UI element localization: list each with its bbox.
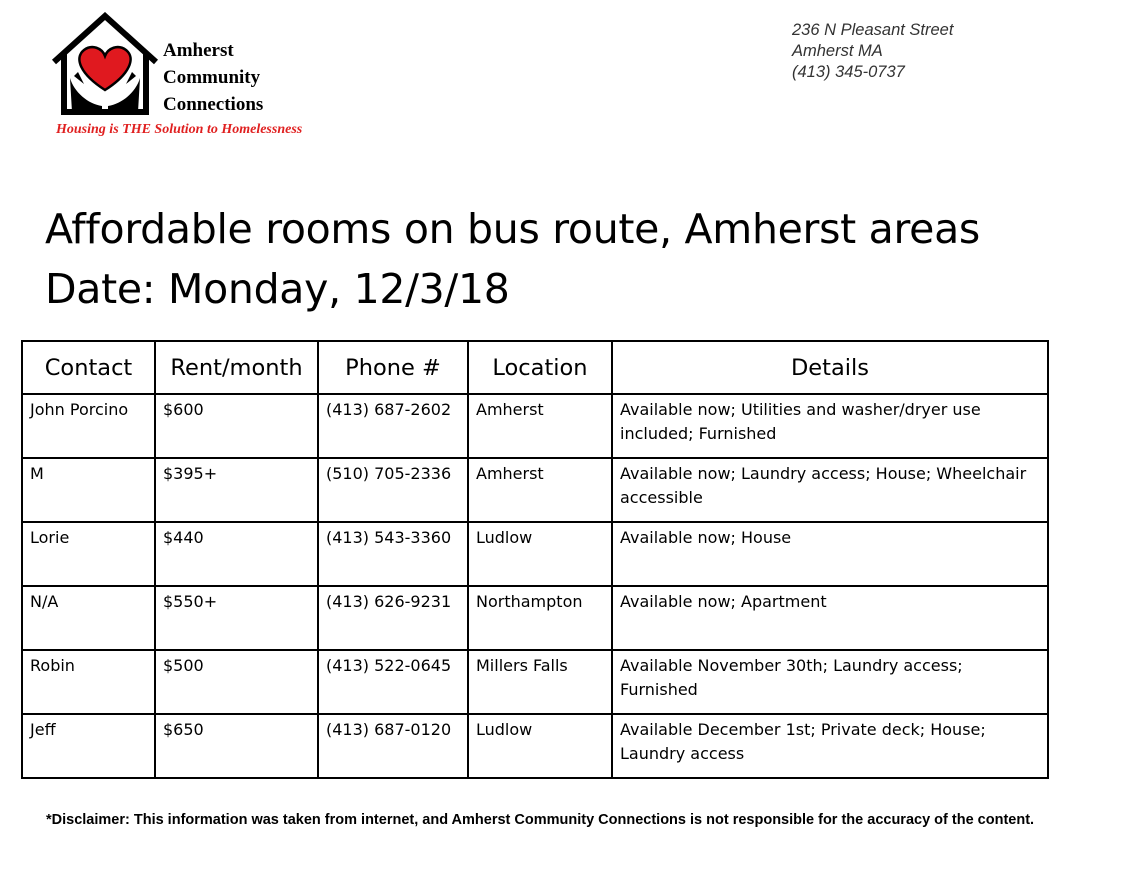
- column-header-location: Location: [468, 341, 612, 394]
- page-title: Affordable rooms on bus route, Amherst areas: [45, 205, 980, 253]
- cell-details: Available now; Apartment: [612, 586, 1048, 650]
- cell-contact: Robin: [22, 650, 155, 714]
- disclaimer-text: *Disclaimer: This information was taken from internet, and Amherst Community Connections is not responsible for the accuracy of the content.: [46, 812, 1035, 828]
- cell-rent: $500: [155, 650, 318, 714]
- cell-contact: John Porcino: [22, 394, 155, 458]
- cell-rent: $600: [155, 394, 318, 458]
- cell-contact: Lorie: [22, 522, 155, 586]
- cell-rent: $440: [155, 522, 318, 586]
- cell-location: Ludlow: [468, 714, 612, 778]
- org-name-line2: Community: [163, 67, 261, 88]
- address-street: 236 N Pleasant Street: [792, 21, 954, 39]
- table-row: [22, 522, 1048, 586]
- cell-location: Amherst: [468, 458, 612, 522]
- table-row: [22, 394, 1048, 458]
- cell-rent: $550+: [155, 586, 318, 650]
- cell-location: Northampton: [468, 586, 612, 650]
- table-row: [22, 714, 1048, 778]
- listings-table: [21, 340, 1049, 779]
- house-heart-hands-icon: [50, 12, 160, 116]
- organization-address: [792, 20, 953, 83]
- address-phone: (413) 345-0737: [792, 63, 905, 81]
- cell-location: Amherst: [468, 394, 612, 458]
- cell-details: Available November 30th; Laundry access; Furnished: [612, 650, 1048, 714]
- cell-details: Available now; Utilities and washer/dryer use included; Furnished: [612, 394, 1048, 458]
- page-date: Date: Monday, 12/3/18: [45, 265, 510, 313]
- cell-rent: $650: [155, 714, 318, 778]
- table-row: [22, 458, 1048, 522]
- cell-contact: Jeff: [22, 714, 155, 778]
- organization-name: [163, 37, 263, 118]
- table-row: [22, 650, 1048, 714]
- cell-contact: N/A: [22, 586, 155, 650]
- cell-phone: (510) 705-2336: [318, 458, 468, 522]
- table-header-row: [22, 341, 1048, 394]
- column-header-contact: Contact: [22, 341, 155, 394]
- cell-phone: (413) 522-0645: [318, 650, 468, 714]
- address-city: Amherst MA: [792, 42, 883, 60]
- column-header-details: Details: [612, 341, 1048, 394]
- cell-location: Ludlow: [468, 522, 612, 586]
- cell-phone: (413) 626-9231: [318, 586, 468, 650]
- page-headline: [45, 199, 980, 319]
- cell-phone: (413) 543-3360: [318, 522, 468, 586]
- cell-location: Millers Falls: [468, 650, 612, 714]
- cell-details: Available now; Laundry access; House; Wheelchair accessible: [612, 458, 1048, 522]
- organization-logo: [44, 10, 354, 145]
- cell-phone: (413) 687-2602: [318, 394, 468, 458]
- cell-details: Available now; House: [612, 522, 1048, 586]
- table-row: [22, 586, 1048, 650]
- column-header-rent: Rent/month: [155, 341, 318, 394]
- org-name-line1: Amherst: [163, 40, 234, 61]
- column-header-phone: Phone #: [318, 341, 468, 394]
- cell-rent: $395+: [155, 458, 318, 522]
- cell-phone: (413) 687-0120: [318, 714, 468, 778]
- cell-contact: M: [22, 458, 155, 522]
- organization-tagline: Housing is THE Solution to Homelessness: [56, 122, 303, 137]
- cell-details: Available December 1st; Private deck; House; Laundry access: [612, 714, 1048, 778]
- org-name-line3: Connections: [163, 94, 264, 115]
